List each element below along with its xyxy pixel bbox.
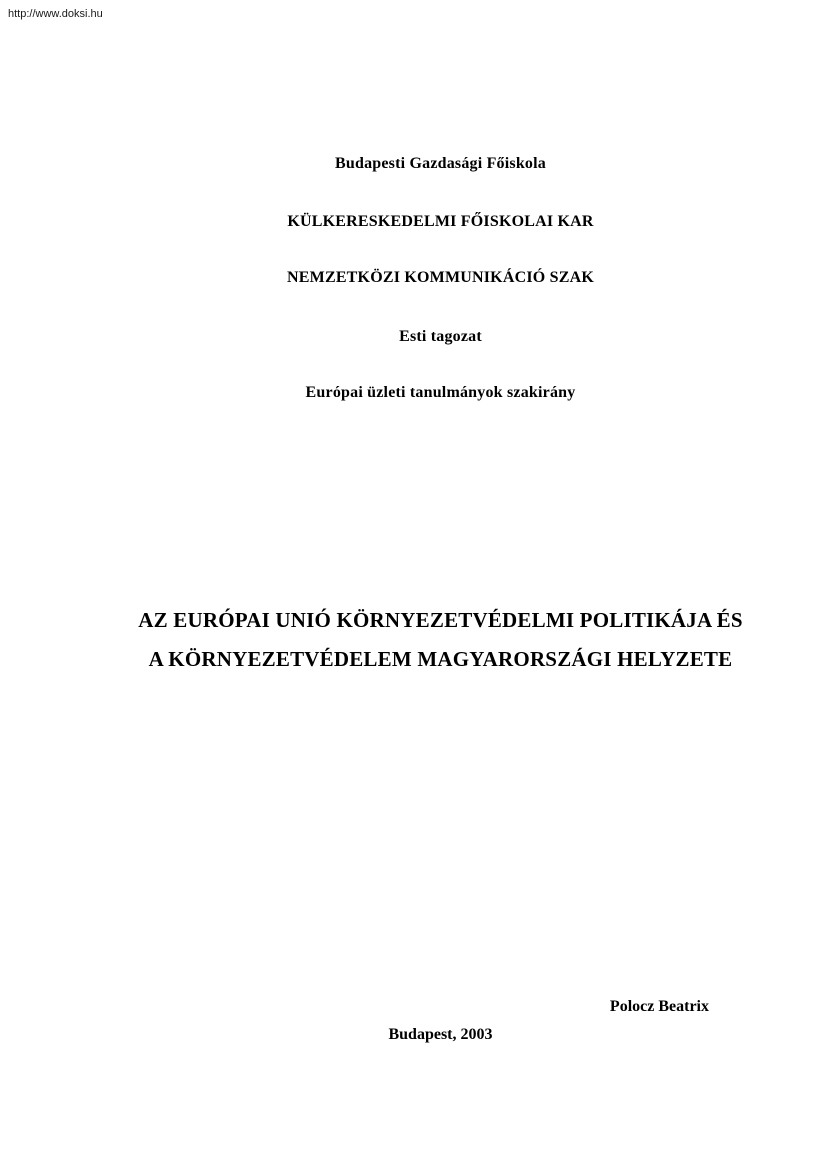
document-title-line2: A KÖRNYEZETVÉDELEM MAGYARORSZÁGI HELYZETE: [148, 647, 733, 671]
specialization: Európai üzleti tanulmányok szakirány: [305, 384, 576, 401]
place-and-year: Budapest, 2003: [388, 1026, 493, 1043]
watermark-url: http://www.doksi.hu: [8, 8, 103, 20]
faculty-name: KÜLKERESKEDELMI FŐISKOLAI KAR: [287, 213, 594, 230]
institution-name: Budapesti Gazdasági Főiskola: [335, 155, 546, 172]
author-name: Polocz Beatrix: [609, 998, 709, 1015]
course-type: Esti tagozat: [399, 328, 482, 345]
document-title-line1: AZ EURÓPAI UNIÓ KÖRNYEZETVÉDELMI POLITIKÁJA ÉS: [138, 608, 743, 632]
department-name: NEMZETKÖZI KOMMUNIKÁCIÓ SZAK: [287, 269, 594, 286]
